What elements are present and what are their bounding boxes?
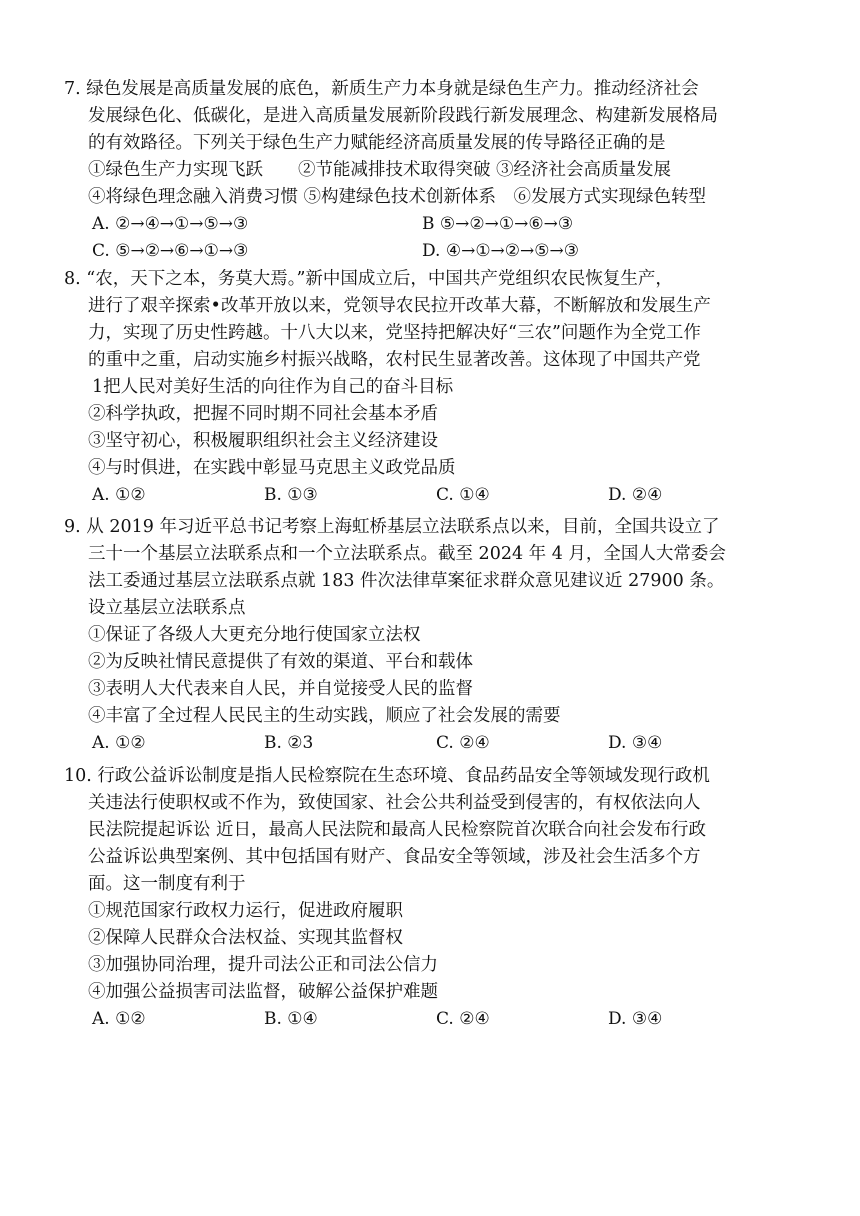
question-7	[64, 76, 824, 265]
option-d: D. ④→①→②→⑤→③	[422, 241, 580, 261]
option-b: B. ①③	[264, 485, 318, 505]
option-d: D. ③④	[608, 1009, 663, 1029]
statement: ④丰富了全过程人民民主的生动实践，顺应了社会发展的需要	[88, 706, 561, 726]
option-a: A. ①②	[92, 1009, 146, 1029]
statement: ②为反映社情民意提供了有效的渠道、平台和载体	[88, 652, 473, 672]
statement: ④将绿色理念融入消费习惯 ⑤构建绿色技术创新体系 ⑥发展方式实现绿色转型	[88, 187, 707, 207]
question-10	[64, 763, 824, 1033]
question-stem: 的重中之重，启动实施乡村振兴战略，农村民生显著改善。这体现了中国共产党	[88, 350, 701, 370]
question-stem: 从 2019 年习近平总书记考察上海虹桥基层立法联系点以来，目前，全国共设立了	[86, 517, 720, 537]
question-stem: 行政公益诉讼制度是指人民检察院在生态环境、食品药品安全等领域发现行政机	[97, 766, 710, 786]
option-d: D. ③④	[608, 733, 663, 753]
option-a: A. ①②	[92, 733, 146, 753]
option-c: C. ②④	[436, 1009, 490, 1029]
options-row	[64, 730, 824, 757]
statement: ③加强协同治理，提升司法公正和司法公信力	[88, 955, 438, 975]
statement: 1把人民对美好生活的向往作为自己的奋斗目标	[92, 377, 454, 397]
option-b: B ⑤→②→①→⑥→③	[422, 214, 574, 234]
question-number: 7.	[64, 79, 81, 99]
question-stem: 三十一个基层立法联系点和一个立法联系点。截至 2024 年 4 月，全国人大常委会	[88, 544, 726, 564]
question-stem: 法工委通过基层立法联系点就 183 件次法律草案征求群众意见建议近 27900 条。	[88, 571, 725, 591]
option-a: A. ②→④→①→⑤→③	[92, 214, 249, 234]
question-stem: 关违法行使职权或不作为，致使国家、社会公共利益受到侵害的，有权依法向人	[88, 793, 701, 813]
question-number: 9.	[64, 517, 81, 537]
statement: ①绿色生产力实现飞跃 ②节能减排技术取得突破 ③经济社会高质量发展	[88, 160, 672, 180]
option-a: A. ①②	[92, 485, 146, 505]
question-stem: 进行了艰辛探索•改革开放以来，党领导农民拉开改革大幕，不断解放和发展生产	[88, 296, 711, 316]
option-c: C. ②④	[436, 733, 490, 753]
question-stem: 力，实现了历史性跨越。十八大以来，党坚持把解决好“三农”问题作为全党工作	[88, 323, 701, 343]
statement: ④与时俱进，在实践中彰显马克思主义政党品质	[88, 458, 456, 478]
options-row	[64, 482, 824, 509]
question-stem: 公益诉讼典型案例、其中包括国有财产、食品安全等领域，涉及社会生活多个方	[88, 847, 701, 867]
statement: ①规范国家行政权力运行，促进政府履职	[88, 901, 403, 921]
question-stem: 面。这一制度有利于	[88, 874, 246, 894]
option-b: B. ①④	[264, 1009, 318, 1029]
question-stem: 民法院提起诉讼 近日，最高人民法院和最高人民检察院首次联合向社会发布行政	[88, 820, 707, 840]
statement: ③坚守初心，积极履职组织社会主义经济建设	[88, 431, 438, 451]
statement: ④加强公益损害司法监督，破解公益保护难题	[88, 982, 438, 1002]
options-row	[64, 238, 824, 265]
statement: ②保障人民群众合法权益、实现其监督权	[88, 928, 403, 948]
option-d: D. ②④	[608, 485, 663, 505]
option-c: C. ①④	[436, 485, 490, 505]
question-number: 10.	[64, 766, 92, 786]
question-stem: 发展绿色化、低碳化，是进入高质量发展新阶段践行新发展理念、构建新发展格局	[88, 106, 718, 126]
options-row	[64, 211, 824, 238]
options-row	[64, 1006, 824, 1033]
question-8	[64, 266, 824, 509]
question-9	[64, 514, 824, 757]
question-stem: 设立基层立法联系点	[88, 598, 246, 618]
statement: ③表明人大代表来自人民，并自觉接受人民的监督	[88, 679, 473, 699]
question-number: 8.	[64, 269, 81, 289]
option-b: B. ②3	[264, 733, 314, 753]
question-stem: 绿色发展是高质量发展的底色，新质生产力本身就是绿色生产力。推动经济社会	[86, 79, 699, 99]
question-stem: 的有效路径。下列关于绿色生产力赋能经济高质量发展的传导路径正确的是	[88, 133, 666, 153]
statement: ②科学执政，把握不同时期不同社会基本矛盾	[88, 404, 438, 424]
statement: ①保证了各级人大更充分地行使国家立法权	[88, 625, 421, 645]
question-stem: “农，天下之本，务莫大焉。”新中国成立后，中国共产党组织农民恢复生产，	[86, 269, 673, 289]
option-c: C. ⑤→②→⑥→①→③	[92, 241, 249, 261]
